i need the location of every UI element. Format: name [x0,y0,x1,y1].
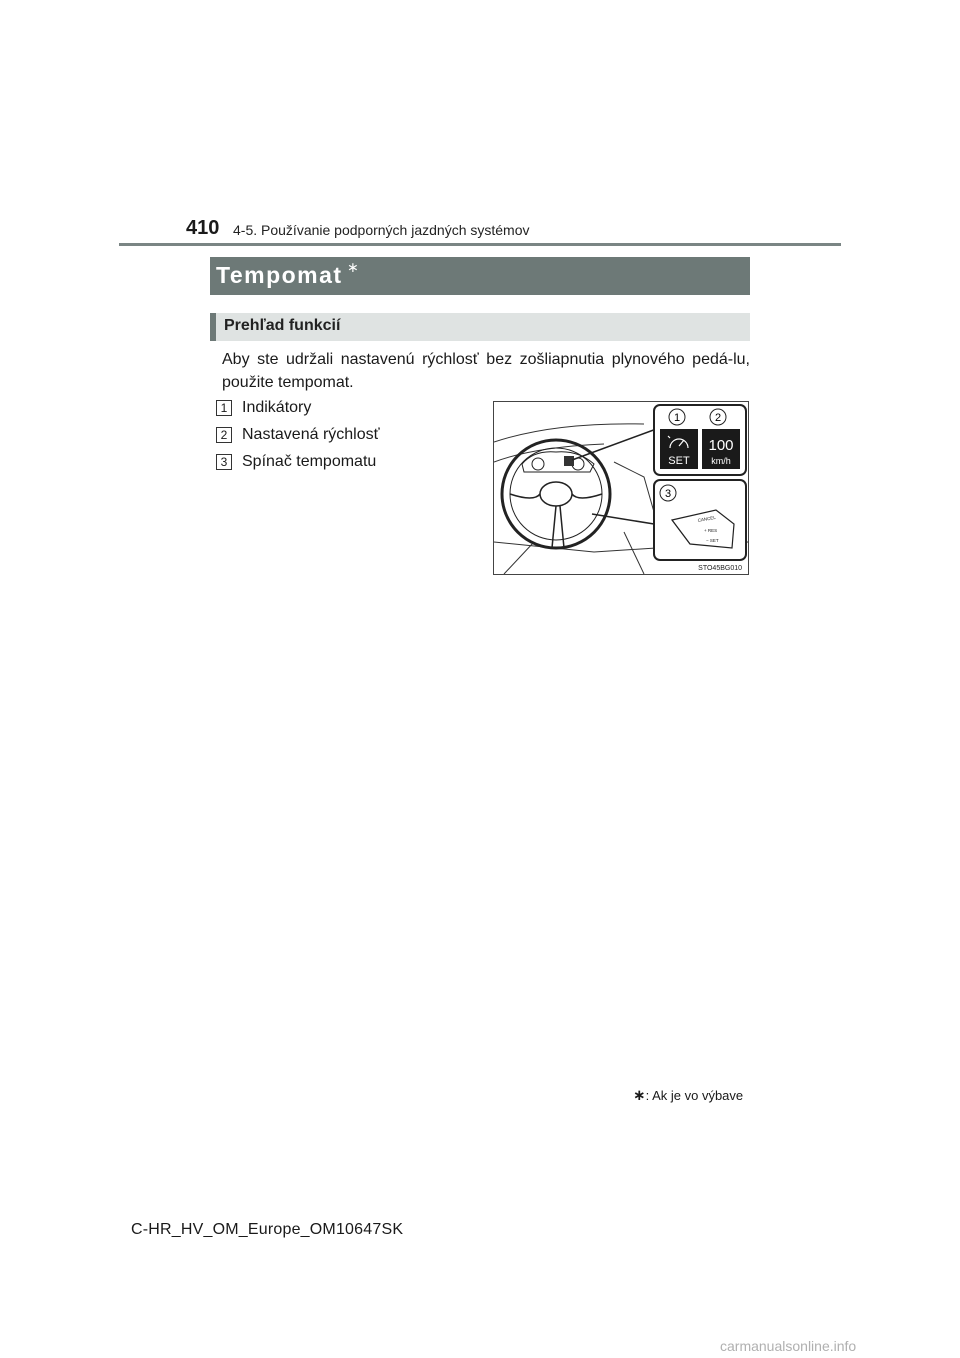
lever-label-set: − SET [706,538,719,543]
callout-number-badge: 3 [216,454,232,470]
section-title-bar [210,257,750,295]
dashboard-outline [624,532,644,574]
callout-item [216,448,380,475]
leader-line [572,428,659,460]
lever-label-res: + RES [704,528,718,533]
footnote [633,1086,743,1104]
callout-number-badge: 2 [216,427,232,443]
dashboard-outline [494,424,644,442]
footnote-text: : Ak je vo výbave [645,1088,744,1103]
section-reference: 4-5. Používanie podporných jazdných systémov [233,222,530,238]
dashboard-illustration [493,401,749,575]
cluster-highlight [564,456,574,466]
dashboard-outline [614,462,654,512]
callout-item [216,394,380,421]
subsection-accent [210,313,216,341]
lever-label-cancel: CANCEL [697,514,717,523]
dashboard-outline [504,542,534,574]
figure-code: STO45BG010 [698,565,742,572]
subsection-bar [210,313,750,341]
dashboard-drawing [494,402,748,574]
speed-unit: km/h [711,456,731,466]
callout-item [216,421,380,448]
steering-wheel-icon [502,440,610,548]
figure-badge-3-text: 3 [664,488,672,500]
header-divider [119,243,841,246]
figure-badge-1-text: 1 [673,412,681,424]
callout-number-badge: 1 [216,400,232,416]
callout-label: Indikátory [242,398,312,416]
section-title: Tempomat [216,262,343,288]
footnote-marker: ∗ [633,1087,646,1104]
gauge [532,458,544,470]
availability-marker: ∗ [347,259,359,275]
document-id: C-HR_HV_OM_Europe_OM10647SK [131,1221,404,1238]
subsection-title: Prehľad funkcií [224,317,341,334]
intro-paragraph: Aby ste udržali nastavenú rýchlosť bez zošliapnutia plynového pedá-lu, použite tempomat. [222,351,750,391]
speed-value: 100 [708,437,734,454]
figure-badge-2-text: 2 [714,412,722,424]
page-number: 410 [186,217,220,239]
callout-label: Nastavená rýchlosť [242,425,380,443]
callout-list [216,394,380,475]
set-indicator-text: SET [668,455,690,467]
watermark: carmanualsonline.info [720,1338,857,1354]
callout-label: Spínač tempomatu [242,452,377,470]
